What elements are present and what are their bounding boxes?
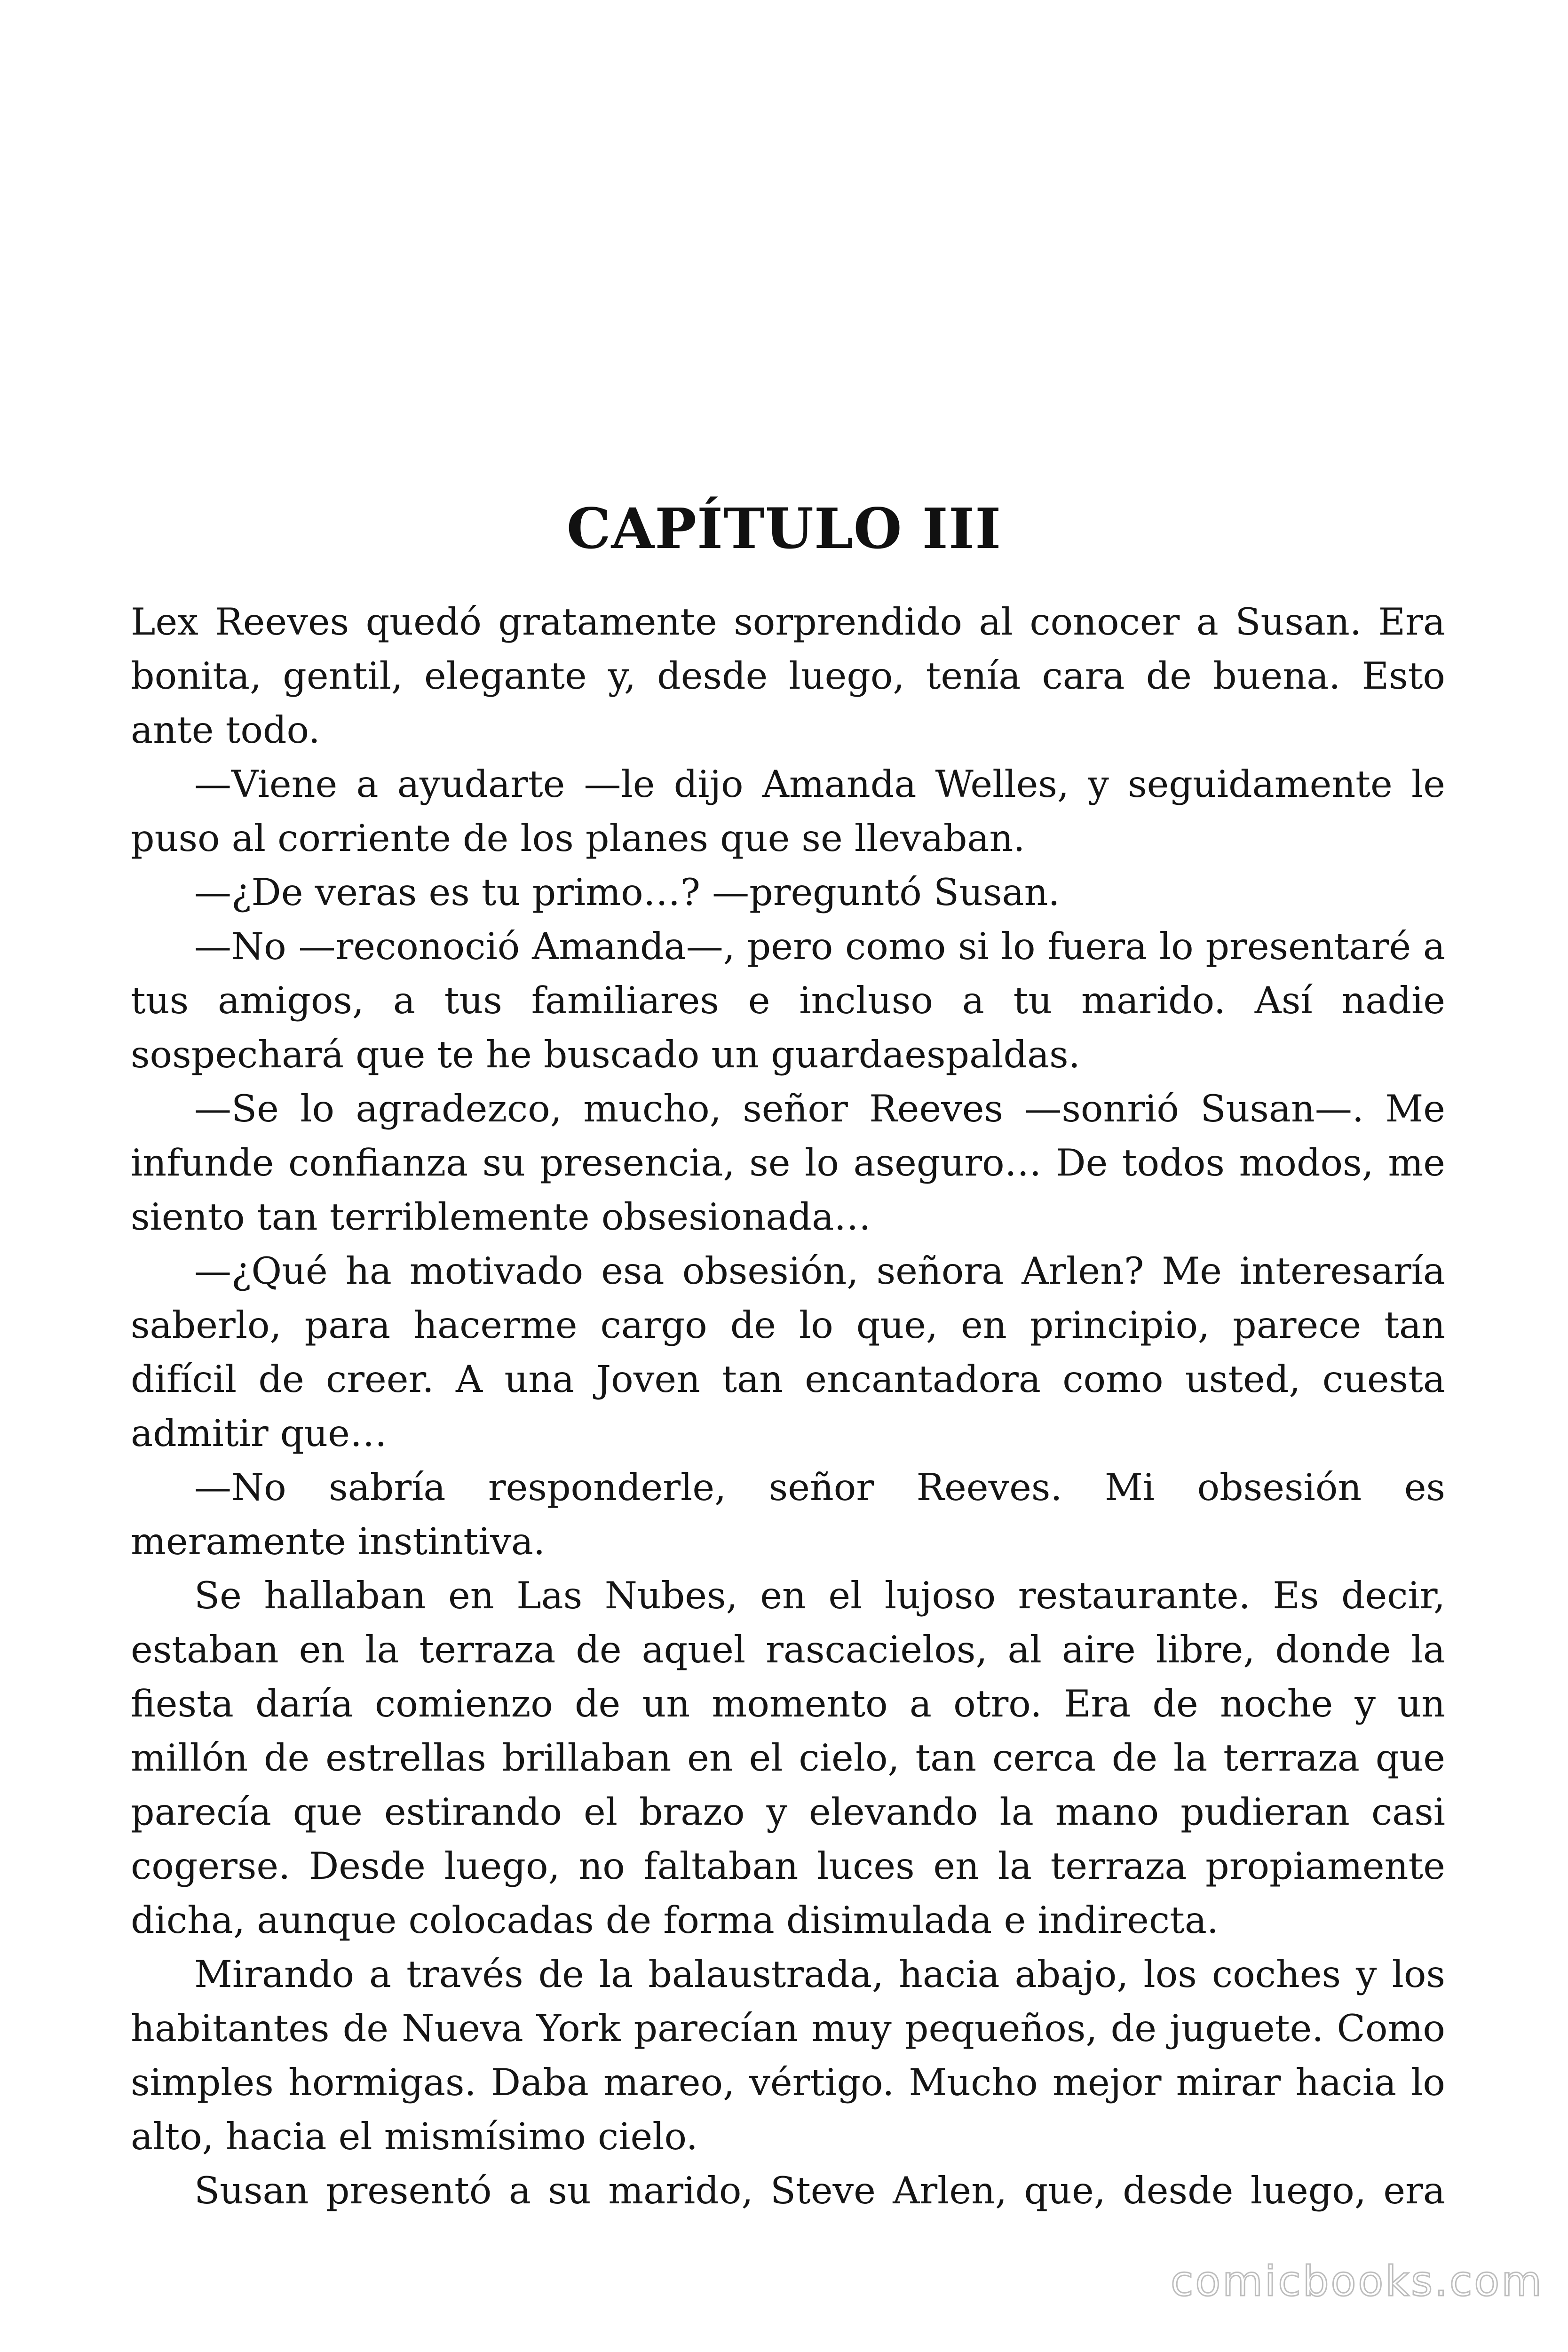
paragraph: —¿Qué ha motivado esa obsesión, señora Arlen? Me interesaría saberlo, para hacerme cargo de lo que, en principio, parece tan difícil de creer. A una Joven tan encantadora como usted, cuesta admitir que… — [131, 1249, 1445, 1455]
paragraph: —No —reconoció Amanda—, pero como si lo fuera lo presentaré a tus amigos, a tus familiares e incluso a tu marido. Así nadie sospechará que te he buscado un guardaespaldas. — [131, 925, 1445, 1076]
paragraph: Lex Reeves quedó gratamente sorprendido al conocer a Susan. Era bonita, gentil, elegante y, desde luego, tenía cara de buena. Esto ante todo. — [131, 600, 1445, 752]
paragraph: Se hallaban en Las Nubes, en el lujoso restaurante. Es decir, estaban en la terraza de aquel rascacielos, al aire libre, donde la fiesta daría comienzo de un momento a otro. Era de noche y un millón de estrellas brillaban en el cielo, tan cerca de la terraza que parecía que estirando el brazo y elevando la mano pudieran casi cogerse. Desde luego, no faltaban luces en la terraza propiamente dicha, aunque colocadas de forma disimulada e indirecta. — [131, 1574, 1445, 1942]
paragraph: —Se lo agradezco, mucho, señor Reeves —sonrió Susan—. Me infunde confianza su presencia, se lo aseguro… De todos modos, me siento tan terriblemente obsesionada… — [131, 1087, 1445, 1239]
paragraph: Mirando a través de la balaustrada, hacia abajo, los coches y los habitantes de Nueva York parecían muy pequeños, de juguete. Como simples hormigas. Daba mareo, vértigo. Mucho mejor mirar hacia lo alto, hacia el mismísimo cielo. — [131, 1953, 1445, 2158]
watermark: comicbooks.com — [1170, 2257, 1544, 2305]
chapter-title: CAPÍTULO III — [566, 496, 1002, 562]
paragraph: —Viene a ayudarte —le dijo Amanda Welles, y seguidamente le puso al corriente de los planes que se llevaban. — [131, 763, 1445, 860]
paragraph: —No sabría responderle, señor Reeves. Mi obsesión es meramente instintiva. — [131, 1466, 1445, 1563]
paragraph: —¿De veras es tu primo…? —preguntó Susan. — [194, 871, 1060, 914]
chapter-body — [131, 595, 1445, 2218]
paragraph: Susan presentó a su marido, Steve Arlen, que, desde luego, era — [194, 2169, 1445, 2212]
